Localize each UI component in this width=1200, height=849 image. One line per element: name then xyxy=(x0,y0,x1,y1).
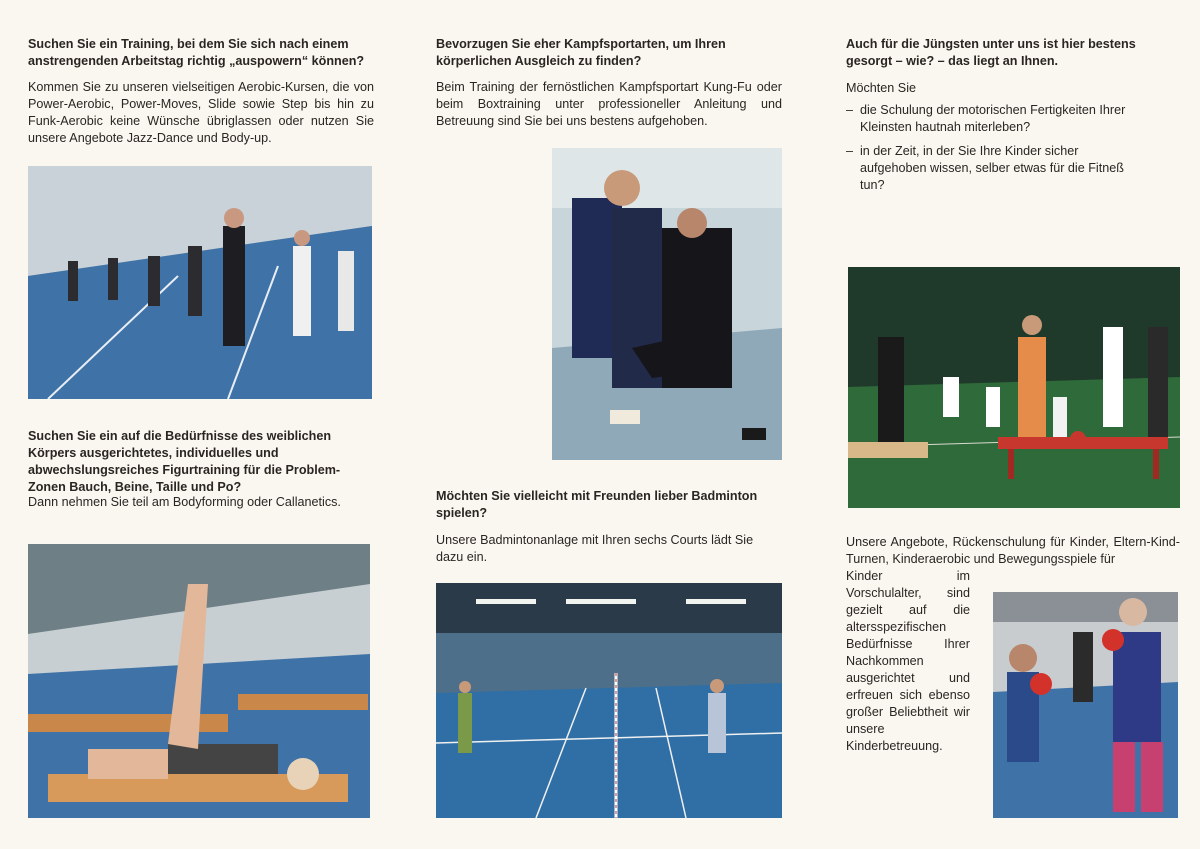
photo-kungfu-training xyxy=(552,148,782,460)
text-vorschulalter: Kinder im Vorschulalter, sind gezielt auf die altersspezifischen Bedürfnisse Ihrer Nachkommen ausgerichtet und erfreuen sich ebenso großer Beliebtheit wir unsere Kinderbetreuung. xyxy=(846,569,970,753)
text-aerobic-courses: Kommen Sie zu unseren vielseitigen Aerobic-Kursen, die von Power-Aerobic, Power-Moves, Slide sowie Step bis hin zu Funk-Aerobic keine Wünsche übriglassen oder nutzen Sie unsere Angebote Jazz-Dance und Body-up. xyxy=(28,80,374,145)
photo-aerobic-class xyxy=(28,166,372,399)
heading-figurtraining: Suchen Sie ein auf die Bedürfnisse des weiblichen Körpers ausgerichtetes, individuelles und abwechslungsreiches Figurtraining für die Problem-Zonen Bauch, Beine, Taille und Po? xyxy=(28,429,341,494)
heading-badminton: Möchten Sie vielleicht mit Freunden lieber Badminton spielen? xyxy=(436,489,758,520)
photo-kids-boxing xyxy=(993,592,1178,818)
heading-juengsten: Auch für die Jüngsten unter uns ist hier bestens gesorgt – wie? – das liegt an Ihnen. xyxy=(846,37,1136,68)
questions-list xyxy=(846,102,1146,201)
text-angebote-kinder: Unsere Angebote, Rückenschulung für Kinder, Eltern-Kind-Turnen, Kinderaerobic und Bewegungsspiele für xyxy=(846,535,1180,566)
list-item: – die Schulung der motorischen Fertigkeiten Ihrer Kleinsten hautnah miterleben? xyxy=(846,102,1146,136)
column-children xyxy=(846,0,1180,849)
text-moechten-sie: Möchten Sie xyxy=(846,81,917,95)
photo-children-gym xyxy=(848,267,1180,508)
photo-bodyforming-class xyxy=(28,544,370,818)
column-aerobic xyxy=(28,0,374,849)
text-badminton-courts: Unsere Badmintonanlage mit Ihren sechs Courts lädt Sie dazu ein. xyxy=(436,533,754,564)
heading-auspowern: Suchen Sie ein Training, bei dem Sie sich nach einem anstrengenden Arbeitstag richtig „auspowern“ können? xyxy=(28,37,365,68)
heading-kampfsport: Bevorzugen Sie eher Kampfsportarten, um Ihren körperlichen Ausgleich zu finden? xyxy=(436,37,726,68)
list-item: – in der Zeit, in der Sie Ihre Kinder sicher aufgehoben wissen, selber etwas für die Fitneß tun? xyxy=(846,143,1146,194)
photo-badminton-hall xyxy=(436,583,782,818)
text-kungfu-boxing: Beim Training der fernöstlichen Kampfsportart Kung-Fu oder beim Boxtraining unter professioneller Anleitung und Betreuung sind Sie bei uns bestens aufgehoben. xyxy=(436,80,782,128)
column-martial-arts xyxy=(436,0,782,849)
text-bodyforming: Dann nehmen Sie teil am Bodyforming oder Callanetics. xyxy=(28,495,341,509)
